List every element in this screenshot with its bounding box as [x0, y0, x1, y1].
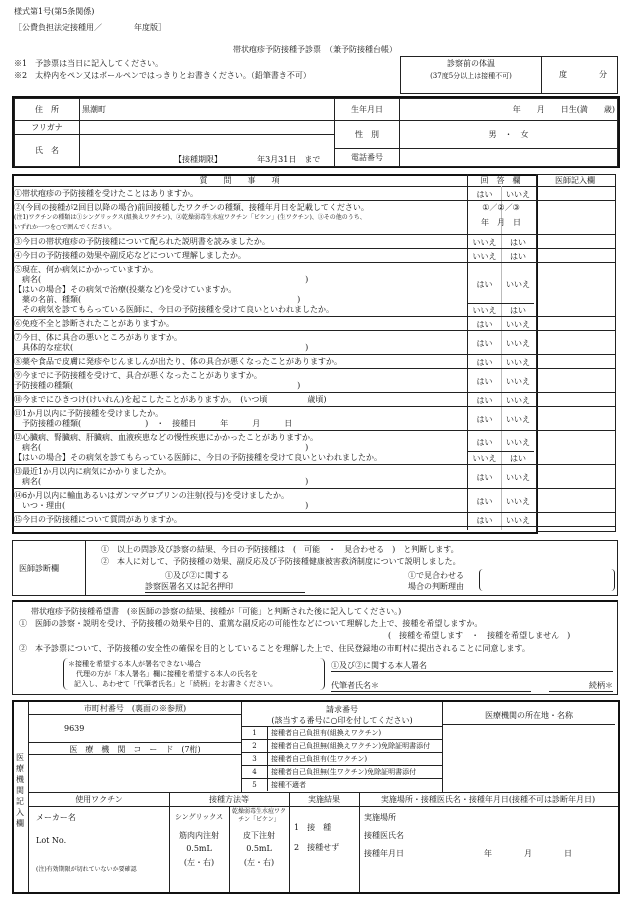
live-dose: 0.5mL: [246, 844, 272, 853]
answer-option-2[interactable]: いいえ: [506, 338, 530, 348]
proxy-name[interactable]: 代筆者氏名＊: [331, 680, 531, 692]
deadline: [174, 154, 320, 165]
answer-option-2[interactable]: いいえ: [506, 472, 530, 482]
sig-left: ①及び②に関する: [165, 571, 229, 580]
question-text: ⑬最近1か月以内に病気にかかりましたか。: [14, 467, 172, 476]
answer-option-2[interactable]: いいえ: [506, 376, 530, 386]
phone-value[interactable]: [400, 149, 618, 167]
doctor-name[interactable]: 接種医氏名: [364, 831, 404, 840]
shingrix: シングリックス: [174, 813, 224, 821]
sig-right: ①で見合わせる: [408, 571, 464, 580]
proxy-note2: 代理の方が「本人署名」欄に接種を希望する本人の氏名を: [76, 670, 258, 678]
deadline-value: 年3月31日 まで: [257, 155, 321, 164]
question-row: [12, 513, 616, 526]
question-row: [12, 407, 616, 430]
billing-option-text: 接種者自己負担有(組換えワクチン): [268, 726, 442, 739]
muni-code-label: 市町村番号 (裏面の※参照): [83, 704, 187, 713]
furigana-label: フリガナ: [15, 121, 80, 135]
question-text: 薬の名前、種類( ): [14, 295, 301, 304]
page-title: 帯状疱疹予防接種予診票 （兼予防接種台帳）: [233, 45, 397, 54]
reason-bracket[interactable]: [479, 569, 615, 591]
question-text: ⑭6か月以内に輸血あるいはガンマグロブリンの注射(投与)を受けましたか。: [14, 491, 290, 500]
result-not-done[interactable]: 2 接種せず: [294, 843, 340, 852]
doctor-diagnosis: [12, 540, 618, 596]
answer-option-1[interactable]: はい: [476, 357, 493, 367]
place[interactable]: 実施場所: [364, 813, 396, 822]
consent-item2: ② 本予診票について、予防接種の安全性の確保を目的としていることを理解した上で、住民登録地の市町村に提出されることに同意します。: [19, 644, 530, 653]
diagnosis-line2: ② 本人に対して、予防接種の効果、副反応及び予防接種健康被害救済制度について説明しました。: [101, 557, 461, 566]
answer-option-1[interactable]: はい: [476, 376, 493, 386]
answer-option-2[interactable]: いいえ: [506, 395, 530, 405]
lot-label[interactable]: Lot No.: [36, 836, 67, 845]
question-text: ⑨今までに予防接種を受けて、具合が悪くなったことがありますか。: [14, 371, 262, 380]
result-done[interactable]: 1 接 種: [294, 823, 332, 832]
proxy-note3: 記入し、あわせて「代筆者氏名」と「続柄」をお書きください。: [74, 680, 277, 688]
personal-info: [12, 96, 620, 168]
question-row: [12, 465, 616, 488]
sex-label: 性 別: [335, 121, 400, 149]
question-text: ①帯状疱疹の予防接種を受けたことはありますか。: [14, 189, 198, 198]
expiry-note: (注)有効期限が切れていないか要確認: [36, 866, 137, 873]
billing-note: (該当する番号に○印を付してください): [271, 716, 413, 725]
diagnosis-label: 医師診断欄: [19, 564, 59, 573]
question-text: ⑪1か月以内に予防接種を受けましたか。: [14, 409, 164, 418]
answer-option-2[interactable]: いいえ: [506, 437, 530, 447]
question-text: 具体的な症状( ): [14, 343, 309, 352]
answer-option-1[interactable]: はい: [476, 279, 493, 289]
question-text: いつ・理由( ): [14, 501, 309, 510]
answer-option-1[interactable]: はい: [476, 472, 493, 482]
location-label: 医療機関の所在地・名称: [485, 711, 573, 720]
shingrix-route: 筋肉内注射: [179, 831, 219, 840]
question-text: ②(今回の接種が2回目以降の場合)前回接種したワクチンの種類、接種年月日を記載してください。: [14, 203, 369, 212]
sig-right2: 場合の判断理由: [408, 582, 464, 591]
billing-option-number[interactable]: 2: [242, 739, 268, 752]
question-text: 【はいの場合】その病気を診てもらっている医師に、今日の予防接種を受けて良いといわれましたか。: [14, 453, 382, 462]
proxy-note: [63, 658, 325, 690]
maker-label[interactable]: メーカー名: [36, 813, 76, 822]
dob-label: 生年月日: [335, 99, 400, 121]
question-row: [12, 431, 616, 464]
answer-option-1[interactable]: はい: [476, 515, 493, 525]
question-row: [12, 249, 616, 262]
form-id: 様式第1号(第5条関係): [14, 7, 95, 16]
temperature-box: [400, 56, 618, 94]
question-text: ⑤現在、何か病気にかかっていますか。: [14, 265, 158, 274]
answer-option-2[interactable]: いいえ: [506, 496, 530, 506]
question-row: [12, 331, 616, 354]
shingrix-side[interactable]: (左・右): [183, 858, 215, 867]
question-row: [12, 235, 616, 248]
billing-option-text: 接種者自己負担無(組換えワクチン)免除証明書添付: [268, 739, 442, 752]
question-row: [12, 201, 616, 234]
consent-item1: ① 医師の診察・説明を受け、予防接種の効果や目的、重篤な副反応の可能性などについて理解した上で、接種を希望しますか。: [19, 619, 483, 628]
answer-option-2[interactable]: いいえ: [506, 189, 530, 199]
date-value[interactable]: 年 月 日: [484, 849, 572, 858]
question-row: [12, 355, 616, 368]
live-route: 皮下注射: [243, 831, 275, 840]
question-text: ⑥免疫不全と診断されたことがありますか。: [14, 319, 174, 328]
shingrix-dose: 0.5mL: [186, 844, 212, 853]
question-text: その病気を診てもらっている医師に、今日の予防接種を受けて良いといわれましたか。: [14, 305, 334, 314]
billing-option-text: 接種者自己負担有(生ワクチン): [268, 752, 442, 765]
note-1: ※1 予診票は当日に記入してください。: [14, 59, 164, 68]
clinic-side-label: 医療機関記入欄: [16, 753, 24, 828]
answer-option-2[interactable]: はい: [510, 237, 526, 247]
question-text: 予防接種の種類( ) ・ 接種日 年 月 日: [14, 419, 293, 428]
billing-label: 請求番号: [326, 705, 358, 714]
col-answer: 回 答 欄: [480, 176, 521, 185]
answer-option-2[interactable]: いいえ: [506, 357, 530, 367]
live-side[interactable]: (左・右): [243, 858, 275, 867]
question-text: (注1)ワクチンの種類は①シングリックス(組換えワクチン)、②乾燥弱毒生水痘ワクチン「ビケン」(生ワクチン)、③その他のうち、: [14, 214, 366, 221]
question-row: [12, 369, 616, 392]
question-text: ⑦今日、体に具合の悪いところがありますか。: [14, 333, 182, 342]
answer-option-1[interactable]: はい: [476, 496, 493, 506]
name-label: 氏 名: [15, 135, 80, 167]
consent: [12, 600, 618, 695]
answer-option-1[interactable]: はい: [476, 189, 493, 199]
answer-option-2[interactable]: はい: [510, 251, 526, 261]
address-value[interactable]: 黒潮町: [80, 99, 335, 121]
answer-option-1[interactable]: はい: [476, 319, 493, 329]
question-text: ⑮今日の予防接種について質問がありますか。: [14, 515, 182, 524]
temp-note: (37度5分以上は接種不可): [430, 72, 512, 80]
billing-option-number[interactable]: 3: [242, 752, 268, 765]
sub-answer-option-2[interactable]: はい: [510, 454, 526, 463]
billing-option-number[interactable]: 5: [242, 778, 268, 791]
question-text: 病名( ): [14, 275, 309, 284]
sub-answer-option-2[interactable]: はい: [510, 306, 526, 315]
sub-answer-option-1[interactable]: いいえ: [472, 306, 497, 315]
question-row: [12, 187, 616, 200]
place-label: 実施場所・接種医氏名・接種年月日(接種不可は診断年月日): [380, 795, 596, 804]
note-2: ※2 太枠内をペン又はボールペンではっきりとお書きください。（鉛筆書き不可）: [14, 71, 311, 80]
question-text: ⑧薬や食品で皮膚に発疹やじんましんが出たり、体の具合が悪くなったことがありますか。: [14, 357, 342, 366]
dob-value[interactable]: 年 月 日生(満 歳): [400, 99, 618, 121]
temp-label: 診察前の体温: [447, 59, 495, 68]
answer-option-1[interactable]: はい: [476, 395, 493, 405]
muni-code-value[interactable]: 9639: [64, 724, 85, 733]
question-text: 予防接種の種類( ): [14, 381, 301, 390]
answer-option-2[interactable]: 年 月 日: [481, 218, 521, 227]
method-label: 接種方法等: [209, 795, 249, 804]
question-text: ④今日の予防接種の効果や副反応などについて理解しましたか。: [14, 251, 246, 260]
col-question: 質 問 事 項: [199, 176, 280, 185]
answer-option-1[interactable]: いいえ: [472, 251, 497, 261]
vaccine-label: 使用ワクチン: [75, 795, 123, 804]
col-doctor: 医師記入欄: [555, 176, 595, 185]
question-row: [12, 489, 616, 512]
answer-option-2[interactable]: いいえ: [506, 279, 530, 289]
question-row: [12, 393, 616, 406]
question-text: いずれか一つを○で囲んでください。: [14, 224, 116, 231]
answer-option-1[interactable]: いいえ: [472, 237, 497, 247]
sig-left2[interactable]: 診察医署名又は記名押印: [145, 581, 305, 593]
answer-option-2[interactable]: いいえ: [506, 414, 530, 424]
temp-unit-do: 度: [559, 70, 567, 79]
phone-label: 電話番号: [335, 149, 400, 167]
answer-option-1[interactable]: ①／②／③: [482, 203, 520, 212]
temp-unit-bu: 分: [599, 70, 607, 79]
questionnaire: [12, 174, 616, 532]
inst-code-label: 医 療 機 関 コ ー ド (7桁): [69, 745, 201, 754]
answer-option-1[interactable]: はい: [476, 338, 493, 348]
address-label: 住 所: [15, 99, 80, 121]
question-text: 病名( ): [14, 477, 309, 486]
question-row: [12, 263, 616, 316]
date-label: 接種年月日: [364, 849, 404, 858]
live-vaccine: 乾燥弱毒生水痘ワクチン「ビケン」: [231, 808, 286, 823]
consent-title: 帯状疱疹予防接種希望書 (※医師の診察の結果、接種が「可能」と判断された後に記入してください。): [31, 607, 402, 616]
sex-value[interactable]: 男 ・ 女: [400, 121, 618, 149]
category: ［公費負担法定接種用／ 年度版］: [14, 23, 166, 32]
billing-option-number[interactable]: 4: [242, 765, 268, 778]
sub-answer-option-1[interactable]: いいえ: [472, 454, 497, 463]
clinic-section: [12, 700, 620, 894]
question-text: 病名( ): [14, 443, 309, 452]
question-text: 【はいの場合】その病気で治療(投薬など)を受けていますか。: [14, 285, 237, 294]
answer-option-1[interactable]: はい: [476, 437, 493, 447]
billing-option-number[interactable]: 1: [242, 726, 268, 739]
furigana-value[interactable]: [80, 121, 335, 135]
billing-option-text: 接種不適者: [268, 778, 442, 791]
proxy-note1: ＊接種を希望する本人が署名できない場合: [68, 660, 201, 668]
answer-option-1[interactable]: はい: [476, 414, 493, 424]
result-label: 実施結果: [308, 795, 340, 804]
question-text: ③今日の帯状疱疹の予防接種について配られた説明書を読みましたか。: [14, 237, 270, 246]
question-text: ⑩今までにひきつけ(けいれん)を起こしたことがありますか。 (いつ頃 歳頃): [14, 395, 327, 404]
consent-choice[interactable]: ( 接種を希望します ・ 接種を希望しません ): [388, 631, 571, 640]
diagnosis-line1: ① 以上の問診及び診察の結果、今日の予防接種は ( 可能 ・ 見合わせる ) と判断します。: [101, 545, 459, 554]
billing-option-text: 接種者自己負担無(生ワクチン)免除証明書添付: [268, 765, 442, 778]
question-text: ⑫心臓病、腎臓病、肝臓病、血液疾患などの慢性疾患にかかったことがありますか。: [14, 433, 318, 442]
relation[interactable]: 続柄＊: [549, 680, 613, 692]
answer-option-2[interactable]: いいえ: [506, 515, 530, 525]
deadline-label: 【接種期限】: [174, 155, 222, 164]
question-row: [12, 317, 616, 330]
self-sign[interactable]: ①及び②に関する本人署名: [331, 660, 613, 672]
answer-option-2[interactable]: いいえ: [506, 319, 530, 329]
